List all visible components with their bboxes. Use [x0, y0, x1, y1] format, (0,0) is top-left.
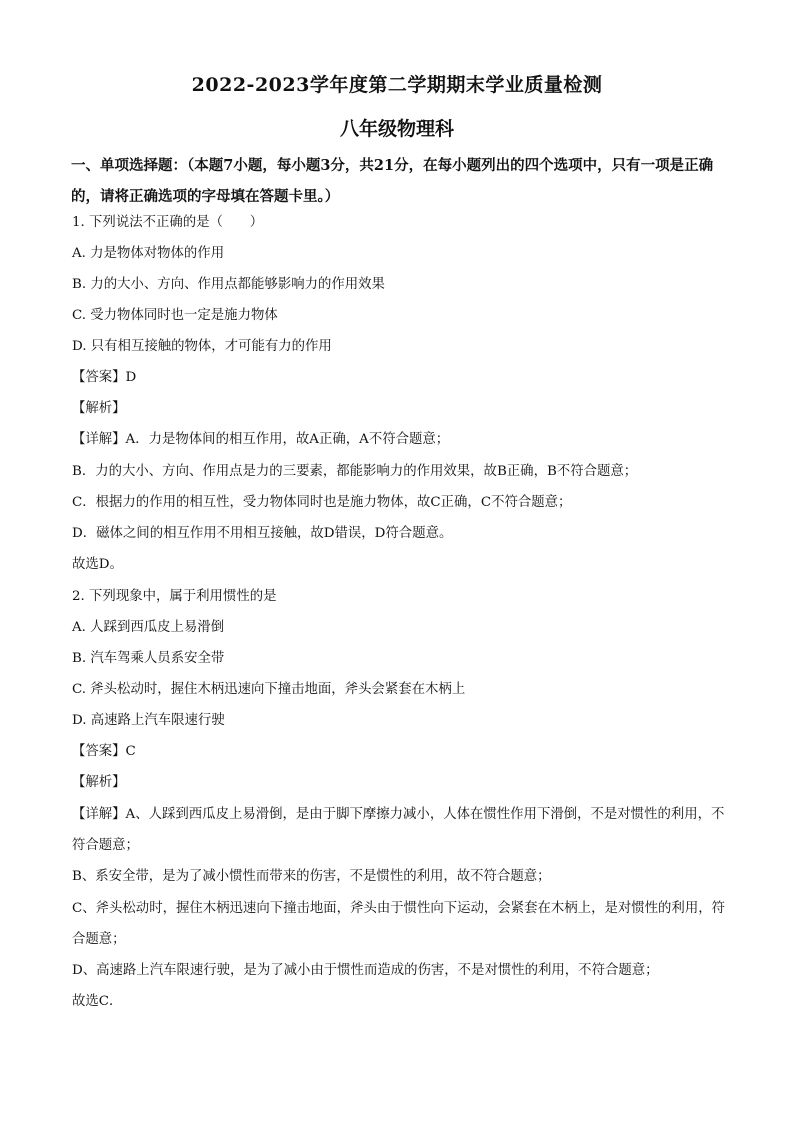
question-2-option-d: D. 高速路上汽车限速行驶	[72, 713, 225, 728]
document-subtitle: 八年级物理科	[339, 118, 454, 140]
question-2-detail-b: B、系安全带，是为了减小惯性而带来的伤害，不是惯性的利用，故不符合题意；	[72, 869, 551, 884]
question-1-option-d: D. 只有相互接触的物体，才可能有力的作用	[72, 339, 332, 354]
question-1-option-c: C. 受力物体同时也一定是施力物体	[72, 308, 278, 323]
section-heading: 一、单项选择题：（本题7小题，每小题3分，共21分，在每小题列出的四个选项中，只有一项是正确的，请将正确选项的字母填在答题卡里。）	[71, 157, 714, 205]
question-1-conclusion: 故选D。	[72, 557, 123, 572]
question-1-detail-a: 【详解】A．力是物体间的相互作用，故A正确，A不符合题意；	[72, 432, 450, 447]
question-1-analysis-label: 【解析】	[72, 401, 126, 416]
question-2-option-a: A. 人踩到西瓜皮上易滑倒	[72, 620, 225, 635]
question-2-stem: 2. 下列现象中，属于利用惯性的是	[72, 589, 277, 604]
question-1-answer: 【答案】D	[72, 370, 137, 385]
question-2-conclusion: 故选C．	[72, 994, 123, 1009]
question-2-option-c: C. 斧头松动时，握住木柄迅速向下撞击地面，斧头会紧套在木柄上	[72, 682, 466, 697]
question-1-detail-b: B．力的大小、方向、作用点是力的三要素，都能影响力的作用效果，故B正确，B不符合题意；	[72, 464, 638, 479]
question-1-option-a: A. 力是物体对物体的作用	[72, 246, 225, 261]
question-2-detail-a: 【详解】A、人踩到西瓜皮上易滑倒，是由于脚下摩擦力减小，人体在惯性作用下滑倒，不是对惯性的利用，不符合题意；	[72, 807, 725, 853]
question-2-detail-d: D、高速路上汽车限速行驶，是为了减小由于惯性而造成的伤害，不是对惯性的利用，不符合题意；	[72, 963, 659, 978]
question-1-option-b: B. 力的大小、方向、作用点都能够影响力的作用效果	[72, 277, 385, 292]
question-1-detail-d: D．磁体之间的相互作用不用相互接触，故D错误，D符合题意。	[72, 526, 453, 541]
question-2-answer: 【答案】C	[72, 744, 136, 759]
question-2-detail-c: C、斧头松动时，握住木柄迅速向下撞击地面，斧头由于惯性向下运动，会紧套在木柄上，是对惯性的利用，符合题意；	[72, 901, 725, 947]
question-2-analysis-label: 【解析】	[72, 775, 126, 790]
question-1-stem: 1. 下列说法不正确的是（ ）	[72, 215, 264, 230]
question-1-detail-c: C．根据力的作用的相互性，受力物体同时也是施力物体，故C正确，C不符合题意；	[72, 495, 572, 510]
question-2-option-b: B. 汽车驾乘人员系安全带	[72, 651, 225, 666]
document-title: 2022-2023学年度第二学期期末学业质量检测	[191, 74, 603, 96]
